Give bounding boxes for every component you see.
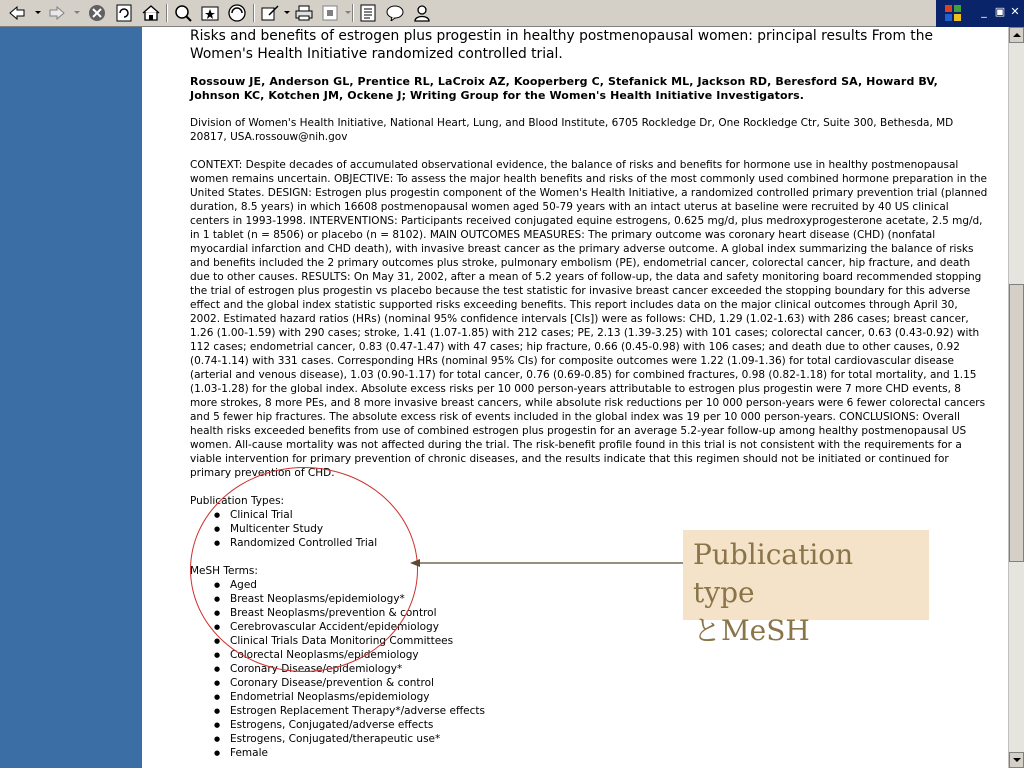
media-icon[interactable]	[226, 3, 248, 23]
forward-dropdown-icon[interactable]	[74, 11, 80, 14]
minimize-button[interactable]: _	[981, 5, 987, 18]
toolbar-separator	[253, 4, 255, 22]
scroll-down-button[interactable]	[1009, 752, 1024, 768]
callout-text: Publication type とMeSH	[693, 538, 854, 647]
mesh-term-item: ● Estrogens, Conjugated/therapeutic use*	[214, 732, 990, 746]
home-icon[interactable]	[140, 3, 162, 23]
publication-type-item: ● Clinical Trial	[214, 508, 990, 522]
print-icon[interactable]	[293, 3, 315, 23]
document-view	[142, 27, 1008, 768]
publication-type-item: ● Multicenter Study	[214, 522, 990, 536]
browser-toolbar	[0, 0, 1024, 27]
mesh-term-item: ● Colorectal Neoplasms/epidemiology	[214, 648, 990, 662]
callout-box	[683, 530, 929, 647]
windows-logo-icon	[944, 4, 962, 22]
discuss-icon[interactable]	[357, 3, 379, 23]
edit-icon[interactable]	[320, 3, 342, 23]
mail-dropdown-icon[interactable]	[284, 11, 290, 14]
vertical-scrollbar[interactable]	[1008, 27, 1024, 768]
scroll-thumb[interactable]	[1009, 284, 1024, 562]
article-abstract: CONTEXT: Despite decades of accumulated observational evidence, the balance of risks and benefits for hormone use in healthy postmenopausal women remains uncertain. OBJECTIVE: To assess the major health benefits and risks of the most commonly used combined hormone preparation in the United States. DESIGN: Estrogen plus progestin component of the Women's Health Initiative, a randomized controlled primary prevention trial (planned duration, 8.5 years) in which 16608 postmenopausal women aged 50-79 years with an intact uterus at baseline were recruited by 40 US clinical centers in 1993-1998. INTERVENTIONS: Participants received conjugated equine estrogens, 0.625 mg/d, plus medroxyprogesterone acetate, 2.5 mg/d, in 1 tablet (n = 8506) or placebo (n = 8102). MAIN OUTCOMES MEASURES: The primary outcome was coronary heart disease (CHD) (nonfatal myocardial infarction and CHD death), with invasive breast cancer as the primary adverse outcome. A global index summarizing the balance of risks and benefits included the 2 primary outcomes plus stroke, pulmonary embolism (PE), endometrial cancer, colorectal cancer, hip fracture, and death due to other causes. RESULTS: On May 31, 2002, after a mean of 5.2 years of follow-up, the data and safety monitoring board recommended stopping the trial of estrogen plus progestin vs placebo because the test statistic for invasive breast cancer exceeded the stopping boundary for this adverse effect and the global index statistic supported risks exceeding benefits. This report includes data on the major clinical outcomes through April 30, 2002. Estimated hazard ratios (HRs) (nominal 95% confidence intervals [CIs]) were as follows: CHD, 1.29 (1.02-1.63) with 286 cases; breast cancer, 1.26 (1.00-1.59) with 290 cases; stroke, 1.41 (1.07-1.85) with 212 cases; PE, 2.13 (1.39-3.25) with 101 cases; colorectal cancer, 0.63 (0.43-0.92) with 112 cases; endometrial cancer, 0.83 (0.47-1.47) with 47 cases; hip fracture, 0.66 (0.45-0.98) with 106 cases; and death due to other causes, 0.92 (0.74-1.14) with 331 cases. Corresponding HRs (nominal 95% CIs) for composite outcomes were 1.22 (1.09-1.36) for total cardiovascular disease (arterial and venous disease), 1.03 (0.90-1.17) for total cancer, 0.76 (0.69-0.85) for combined fractures, 0.98 (0.82-1.18) for total mortality, and 1.15 (1.03-1.28) for the global index. Absolute excess risks per 10 000 person-years attributable to estrogen plus progestin were 7 more CHD events, 8 more strokes, 8 more PEs, and 8 more invasive breast cancers, while absolute risk reductions per 10 000 person-years were 6 fewer colorectal cancers and 5 fewer hip fractures. The absolute excess risk of events included in the global index was 19 per 10 000 person-years. CONCLUSIONS: Overall health risks exceeded benefits from use of combined estrogen plus progestin for an average 5.2-year follow-up among healthy postmenopausal US women. All-cause mortality was not affected during the trial. The risk-benefit profile found in this trial is not consistent with the requirements for a viable intervention for primary prevention of chronic diseases, and the results indicate that this regimen should not be initiated or continued for primary prevention of CHD.	[190, 159, 988, 479]
mesh-terms-label: MeSH Terms:	[190, 565, 258, 577]
mesh-term-item: ● Coronary Disease/epidemiology*	[214, 662, 990, 676]
edit-dropdown-icon[interactable]	[345, 11, 351, 14]
user-icon[interactable]	[411, 3, 433, 23]
mesh-term-item: ● Female	[214, 746, 990, 760]
article-authors: Rossouw JE, Anderson GL, Prentice RL, LaCroix AZ, Kooperberg C, Stefanick ML, Jackson RD, Beresford SA, Howard BV, Johnson KC, Kotchen JM, Ockene J; Writing Group for the Women's Health Initiative Investigators.	[190, 75, 938, 102]
mesh-term-item: ● Estrogen Replacement Therapy*/adverse effects	[214, 704, 990, 718]
close-button[interactable]: ✕	[1010, 5, 1020, 18]
mesh-term-item: ● Clinical Trials Data Monitoring Committees	[214, 634, 990, 648]
toolbar-separator	[166, 4, 168, 22]
back-icon[interactable]	[6, 3, 28, 23]
messenger-icon[interactable]	[384, 3, 406, 23]
toolbar-separator	[352, 4, 354, 22]
mesh-term-item: ● Estrogens, Conjugated/adverse effects	[214, 718, 990, 732]
publication-types-label: Publication Types:	[190, 495, 285, 507]
publication-type-item: ● Randomized Controlled Trial	[214, 536, 990, 550]
article-affiliation: Division of Women's Health Initiative, National Heart, Lung, and Blood Institute, 6705 Rockledge Dr, One Rockledge Ctr, Suite 300, Bethesda, MD 20817, USA.rossouw@nih.gov	[190, 117, 954, 143]
search-icon[interactable]	[172, 3, 194, 23]
mesh-term-item: ● Breast Neoplasms/epidemiology*	[214, 592, 990, 606]
back-dropdown-icon[interactable]	[35, 11, 41, 14]
mesh-term-item: ● Cerebrovascular Accident/epidemiology	[214, 620, 990, 634]
mesh-term-item: ● Endometrial Neoplasms/epidemiology	[214, 690, 990, 704]
favorites-icon[interactable]	[199, 3, 221, 23]
mesh-term-item: ● Breast Neoplasms/prevention & control	[214, 606, 990, 620]
mail-icon[interactable]	[259, 3, 281, 23]
mesh-term-item: ● Aged	[214, 578, 990, 592]
window-controls	[936, 0, 1024, 27]
forward-icon[interactable]	[46, 3, 68, 23]
left-frame	[0, 27, 142, 768]
mesh-term-item: ● Coronary Disease/prevention & control	[214, 676, 990, 690]
article-title: Risks and benefits of estrogen plus progestin in healthy postmenopausal women: principal results From the Women's Health Initiative randomized controlled trial.	[190, 28, 933, 62]
scroll-up-button[interactable]	[1009, 27, 1024, 43]
refresh-icon[interactable]	[113, 3, 135, 23]
stop-icon[interactable]	[86, 3, 108, 23]
restore-button[interactable]: ▣	[994, 5, 1006, 18]
